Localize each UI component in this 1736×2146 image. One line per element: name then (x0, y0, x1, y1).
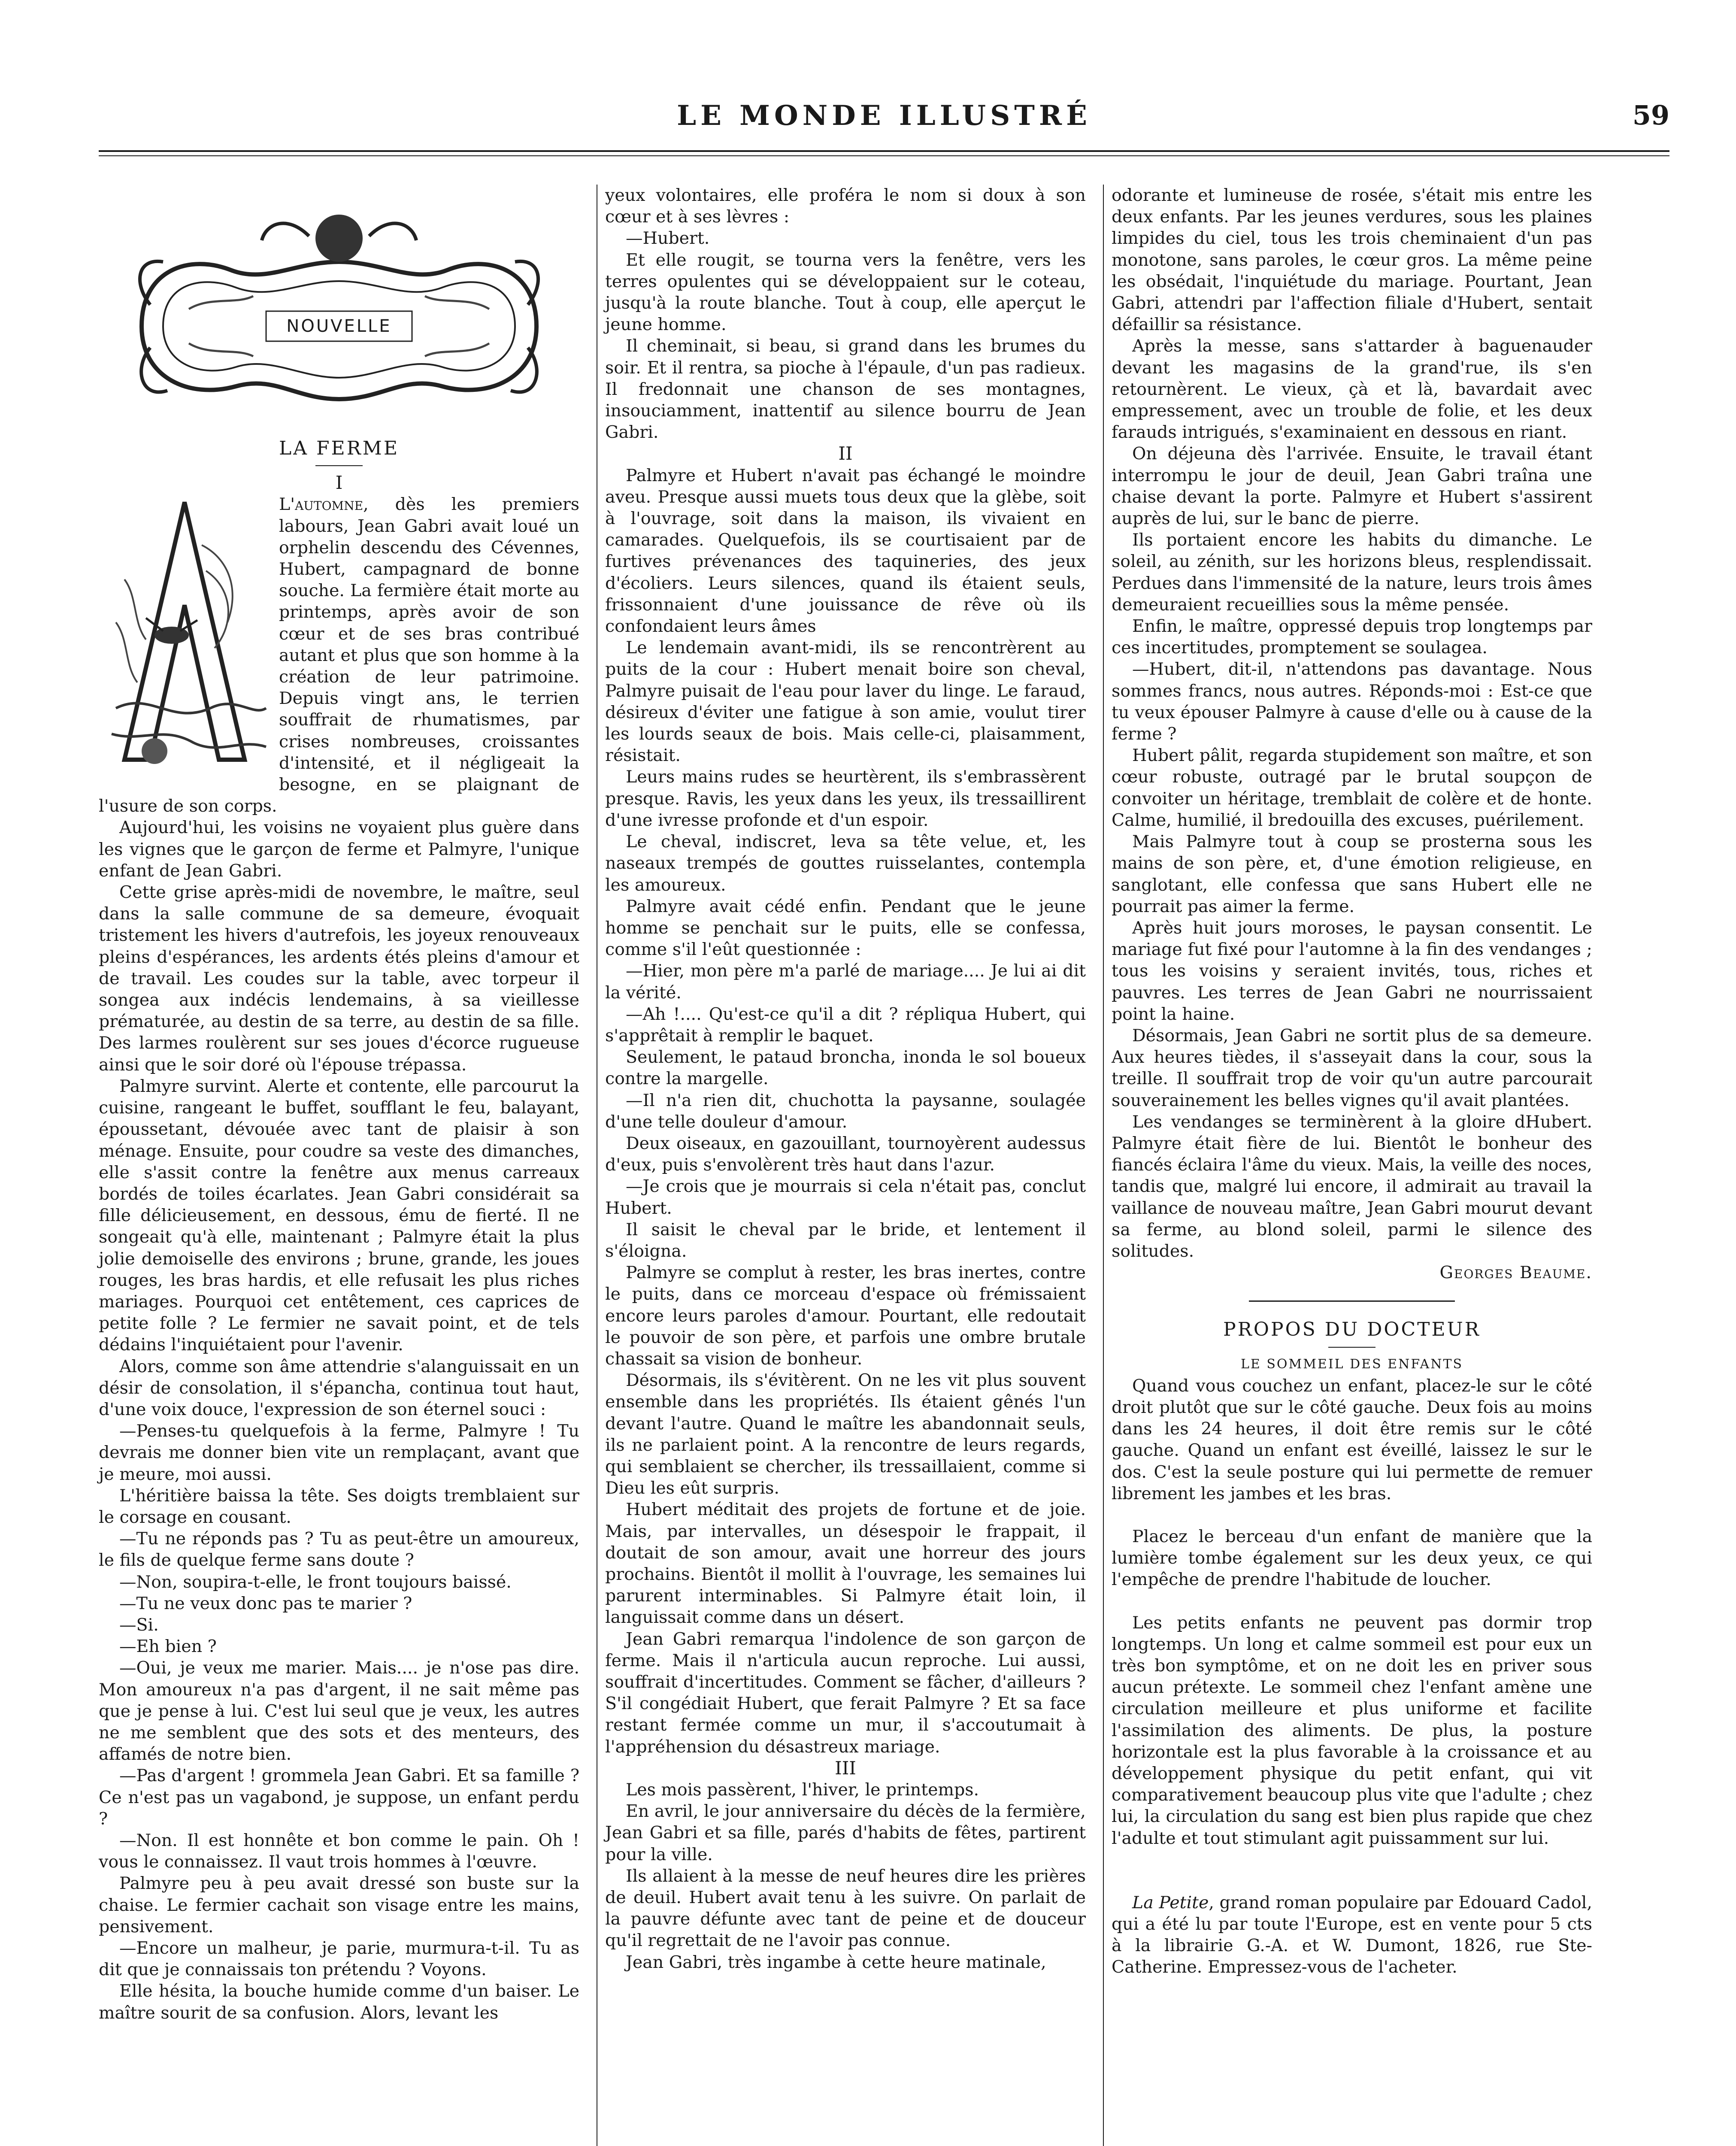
dialogue-line: —Non. Il est honnête et bon comme le pain. Oh ! vous le connaissez. Il vaut trois hommes à l'œuvre. (99, 1831, 579, 1872)
dialogue-line: —Il n'a rien dit, chuchotta la paysanne, soulagée d'une telle douleur d'amour. (605, 1090, 1086, 1132)
propos-title: PROPOS DU DOCTEUR (1223, 1319, 1481, 1341)
propos-paragraph: Placez le berceau d'un enfant de manière que la lumière tombe également sur les deux yeux, ce qui l'empêche de prendre l'habitude de loucher. (1112, 1526, 1592, 1590)
header-rule (99, 150, 1669, 152)
story-paragraph: Cette grise après-midi de novembre, le maître, seul dans la salle commune de sa demeure, évoquait tristement les hivers d'autrefois, les joyeux renouveaux pleins d'espérances, les ardents étés pleins d'amour et de travail. Les coudes sur la table, avec torpeur il songea aux indécis lendemains, à sa vieillesse prématurée, au destin de sa terre, au destin de sa fille. Des larmes roulèrent sur ses joues d'écorce rugueuse ainsi que le soir doré où l'épouse trépassa. (99, 882, 579, 1075)
story-paragraph: Alors, comme son âme attendrie s'alanguissait en un désir de consolation, il s'épancha, continua tout haut, d'une voix douce, l'expression de son éternel souci : (99, 1356, 579, 1419)
nouvelle-ornament (124, 197, 554, 421)
letter-a-vignette-icon (99, 494, 270, 777)
story-paragraph: Et elle rougit, se tourna vers la fenêtre, vers les terres opulentes qui se développaient sur le coteau, jusqu'à la route blanche. Tout à coup, elle aperçut le jeune homme. (605, 250, 1086, 335)
column-divider (1103, 185, 1104, 2146)
story-paragraph: Désormais, ils s'évitèrent. On ne les vit plus souvent ensemble dans les propriétés. Ils étaient gênés l'un devant l'autre. Quand le maître les abandonnait seuls, ils ne parlaient point. A la rencontre de leurs regards, qui semblaient se chercher, ils tressaillaient, comme si Dieu les eût surpris. (605, 1370, 1086, 1498)
dialogue-line: —Eh bien ? (119, 1637, 217, 1657)
story-paragraph: Après huit jours moroses, le paysan consentit. Le mariage fut fixé pour l'automne à la fin des vendanges ; tous les voisins y seraient invités, tous, riches et pauvres. Les terres de Jean Gabri ne nourrissaient point la haine. (1112, 918, 1592, 1024)
story-paragraph: En avril, le jour anniversaire du décès de la fermière, Jean Gabri et sa fille, parés d'habits de fêtes, partirent pour la ville. (605, 1801, 1086, 1864)
dialogue-line: —Non, soupira-t-elle, le front toujours baissé. (119, 1572, 512, 1592)
story-paragraph: Palmyre survint. Alerte et contente, elle parcourut la cuisine, rangeant le buffet, soufflant le feu, balayant, époussetant, dévouée avec tant de plaisir à son ménage. Ensuite, pour coudre sa veste des dimanches, elle s'assit contre la fenêtre aux menus carreaux bordés de toiles écarlates. Jean Gabri considérait sa fille délicieusement, en dessous, ému de fierté. Il ne songeait qu'à elle, maintenant ; Palmyre était la plus jolie demoiselle des environs ; brune, grande, les joues rouges, les bras hardis, et elle refusait les plus riches mariages. Pourquoi cet entêtement, ces caprices de petite folle ? Le fermier ne savait point, et de tels dédains l'inquiétaient pour l'avenir. (99, 1076, 579, 1355)
story-paragraph: Désormais, Jean Gabri ne sortit plus de sa demeure. Aux heures tièdes, il s'asseyait dans la cour, sous la treille. Il souffrait trop de voir qu'un autre parcourait souverainement les belles vignes qu'il avait plantées. (1112, 1025, 1592, 1110)
propos-paragraph: Quand vous couchez un enfant, placez-le sur le côté droit plutôt que sur le côté gauche. Deux fois au moins dans les 24 heures, il doit être remis sur le côté gauche. Quand un enfant est éveillé, laissez le sur le dos. C'est la seule posture qui lui permette de remuer librement les jambes et les bras. (1112, 1376, 1592, 1503)
ornamental-cartouche-icon (124, 197, 554, 421)
part-2-heading: II (838, 443, 853, 464)
advert-book-title: La Petite (1132, 1892, 1209, 1913)
masthead: LE MONDE ILLUSTRÉ (677, 100, 1091, 132)
dialogue-line: —Ah !.... Qu'est-ce qu'il a dit ? répliqua Hubert, qui s'apprêtait à remplir le baquet. (605, 1004, 1086, 1046)
story-paragraph: Palmyre avait cédé enfin. Pendant que le jeune homme se penchait sur le puits, elle se confessa, comme s'il l'eût questionnée : (605, 896, 1086, 960)
dialogue-line: —Hubert, dit-il, n'attendons pas davantage. Nous sommes francs, nous autres. Réponds-moi : Est-ce que tu veux épouser Palmyre à cause d'elle ou à cause de la ferme ? (1112, 659, 1592, 744)
dialogue-line: —Je crois que je mourrais si cela n'était pas, conclut Hubert. (605, 1176, 1086, 1218)
dropcap-lead: L'automne (279, 494, 364, 515)
dialogue-line: —Pas d'argent ! grommela Jean Gabri. Et sa famille ? Ce n'est pas un vagabond, je suppose, un enfant perdu ? (99, 1766, 579, 1829)
story-paragraph: Hubert pâlit, regarda stupidement son maître, et son cœur robuste, outragé par le brutal soupçon de convoiter un héritage, tremblait de colère et de honte. Calme, humilié, il bredouilla des excuses, puérilement. (1112, 746, 1592, 830)
author-signature: Georges Beaume. (1439, 1263, 1592, 1283)
story-paragraph: Deux oiseaux, en gazouillant, tournoyèrent audessus d'eux, puis s'envolèrent très haut dans l'azur. (605, 1133, 1086, 1175)
story-paragraph: Palmyre et Hubert n'avait pas échangé le moindre aveu. Presque aussi muets tous deux que la glèbe, soit à l'ouvrage, soit dans la maison, ils vivaient en camarades. Quelquefois, ils se courtisaient par de furtives prévenances des taquineries, des jeux d'écoliers. Leurs silences, quand ils étaient seuls, frissonnaient d'une jouissance de rêve où ils confondaient leurs âmes (605, 465, 1086, 637)
story-paragraph: Jean Gabri remarqua l'indolence de son garçon de ferme. Mais il n'articula aucun reproche. Lui aussi, souffrait d'incertitudes. Comment se fâcher, d'ailleurs ? S'il congédiait Hubert, que ferait Palmyre ? Et sa face restant fermée comme un mur, il s'accoutumait à l'appréhension du désastreux mariage. (605, 1629, 1086, 1757)
story-paragraph: yeux volontaires, elle proféra le nom si doux à son cœur et à ses lèvres : (605, 185, 1086, 227)
page-number: 59 (1632, 100, 1669, 131)
dialogue-line: —Tu ne réponds pas ? Tu as peut-être un amoureux, le fils de quelque ferme sans doute ? (99, 1529, 579, 1570)
story-paragraph: Il cheminait, si beau, si grand dans les brumes du soir. Et il rentra, sa pioche à l'épaule, d'un pas radieux. Il fredonnait une chanson de ses montagnes, insouciamment, inattentif au silence bourru de Jean Gabri. (605, 336, 1086, 443)
dialogue-line: —Hier, mon père m'a parlé de mariage.... Je lui ai dit la vérité. (605, 961, 1086, 1003)
story-paragraph: On déjeuna dès l'arrivée. Ensuite, le travail étant interrompu le jour de deuil, Jean Gabri traîna une chaise devant la porte. Palmyre et Hubert s'assirent auprès de lui, sur le banc de pierre. (1112, 444, 1592, 529)
part-1-heading: I (335, 472, 343, 494)
story-paragraph: Ils portaient encore les habits du dimanche. Le soleil, au zénith, sur les horizons bleus, resplendissait. Perdues dans l'immensité de la nature, leurs trois âmes demeuraient recueillies sous la même pensée. (1112, 530, 1592, 615)
section-rule (1249, 1300, 1455, 1302)
story-paragraph: Le cheval, indiscret, leva sa tête velue, et, les naseaux trempés de gouttes ruisselantes, contempla les amoureux. (605, 832, 1086, 895)
story-paragraph: odorante et lumineuse de rosée, s'était mis entre les deux enfants. Par les jeunes verdures, sous les plaines limpides du ciel, tous les trois cheminaient d'un pas monotone, sans paroles, le cœur gros. La même peine les obsédait, l'inquiétude du mariage. Pourtant, Jean Gabri, attendri par l'affection filiale d'Hubert, sentait défaillir sa résistance. (1112, 185, 1592, 335)
story-paragraph: Leurs mains rudes se heurtèrent, ils s'embrassèrent presque. Ravis, les yeux dans les yeux, ils tressaillirent d'une ivresse profonde et d'un espoir. (605, 767, 1086, 830)
story-paragraph: Il saisit le cheval par le bride, et lentement il s'éloigna. (605, 1219, 1086, 1261)
story-paragraph: Enfin, le maître, oppressé depuis trop longtemps par ces incertitudes, promptement se soulagea. (1112, 616, 1592, 658)
dialogue-line: —Tu ne veux donc pas te marier ? (119, 1593, 412, 1613)
story-paragraph: Elle hésita, la bouche humide comme d'un baiser. Le maître sourit de sa confusion. Alors, levant les (99, 1981, 579, 2023)
story-paragraph: Jean Gabri, très ingambe à cette heure matinale, (626, 1952, 1046, 1972)
initial-illustration (99, 494, 270, 777)
story-paragraph: Le lendemain avant-midi, ils se rencontrèrent au puits de la cour : Hubert menait boire son cheval, Palmyre puisait de l'eau pour laver du linge. Le faraud, désireux d'éviter une fatigue à son amie, voulut tirer les lourds seaux de bois. Mais celle-ci, plaisamment, résistait. (605, 638, 1086, 766)
propos-title-rule (1328, 1347, 1375, 1348)
story-paragraph: Palmyre peu à peu avait dressé son buste sur la chaise. Le fermier cachait son visage entre les mains, pensivement. (99, 1873, 579, 1937)
story-paragraph: Les vendanges se terminèrent à la gloire dHubert. Palmyre était fière de lui. Bientôt le bonheur des fiancés éclaira l'âme du vieux. Mais, la veille des noces, tandis que, malgré lui encore, il admirait au travail la vaillance de nouveau maître, Jean Gabri mourut devant sa ferme, au blond soleil, parmi le silence des solitudes. (1112, 1112, 1592, 1261)
title-rule (315, 465, 363, 466)
story-paragraph: L'héritière baissa la tête. Ses doigts tremblaient sur le corsage en cousant. (99, 1485, 579, 1527)
propos-paragraph: Les petits enfants ne peuvent pas dormir trop longtemps. Un long et calme sommeil est pour eux un très bon symptôme, et on ne doit les en priver sous aucun prétexte. Le sommeil chez l'enfant amène une circulation meilleure et plus uniforme et facilite l'assimilation des aliments. De plus, la posture horizontale est la plus favorable à la croissance et au développement physique du petit enfant, qui vit comparativement beaucoup plus vite que l'adulte ; chez lui, la circulation du sang est bien plus rapide que chez l'adulte et tout stimulant agit puissamment sur lui. (1112, 1613, 1592, 1848)
propos-subtitle: LE SOMMEIL DES ENFANTS (1240, 1356, 1463, 1372)
story-paragraph: Aujourd'hui, les voisins ne voyaient plus guère dans les vignes que le garçon de ferme et Palmyre, l'unique enfant de Jean Gabri. (99, 818, 579, 881)
page-header (99, 100, 1669, 140)
dialogue-line: —Hubert. (626, 228, 710, 249)
story-paragraph: Hubert méditait des projets de fortune et de joie. Mais, par intervalles, un désespoir le frappait, il doutait de son amour, avait une horreur des jours prochains. Bientôt il mollit à l'ouvrage, les semaines lui parurent interminables. Si Palmyre était loin, il languissait comme dans un désert. (605, 1500, 1086, 1628)
column-2 (605, 185, 1086, 1973)
story-paragraph: Seulement, le pataud broncha, inonda le sol boueux contre la margelle. (605, 1047, 1086, 1089)
story-paragraph: Palmyre se complut à rester, les bras inertes, contre le puits, dans ce morceau d'espace où frémissaient encore leurs paroles d'amour. Pourtant, elle redoutait le pouvoir de son père, et parfois une ombre brutale chassait sa vision de bonheur. (605, 1263, 1086, 1369)
story-paragraph: , dès les premiers labours, Jean Gabri avait loué un orphelin descendu des Cévennes, Hubert, campagnard de bonne souche. La fermière était morte au printemps, après avoir de son cœur et de ses bras contribué autant et plus que son homme à la création de leur patrimoine. Depuis vingt ans, le terrien souffrait de rhumatismes, par crises nombreuses, croissantes d'intensité, et il négligeait la besogne, en se plaignant de l'usure de son corps. (99, 494, 579, 816)
dialogue-line: —Oui, je veux me marier. Mais.... je n'ose pas dire. Mon amoureux n'a pas d'argent, il ne sait même pas que je pense à lui. C'est lui seul que je veux, les autres ne me semblent que des sots et des menteurs, des affamés de notre bien. (99, 1658, 579, 1764)
story-paragraph: Ils allaient à la messe de neuf heures dire les prières de deuil. Hubert avait tenu à les suivre. On parlait de la pauvre défunte avec tant de peine et de douceur qu'il regrettait de ne l'avoir pas connue. (605, 1866, 1086, 1951)
story-paragraph: Les mois passèrent, l'hiver, le printemps. (626, 1780, 979, 1800)
dialogue-line: —Encore un malheur, je parie, murmura-t-il. Tu as dit que je connaissais ton prétendu ? Voyons. (99, 1938, 579, 1980)
story-paragraph: Mais Palmyre tout à coup se prosterna sous les mains de son père, et, d'une émotion religieuse, en sanglotant, elle confessa que sans Hubert elle ne pourrait pas aimer la ferme. (1112, 832, 1592, 916)
column-3 (1112, 185, 1592, 1978)
advert-paragraph (1112, 1892, 1592, 1978)
dialogue-line: —Si. (119, 1615, 159, 1635)
header-rule-thin (99, 155, 1669, 156)
column-1 (99, 185, 579, 2024)
part-3-heading: III (835, 1757, 856, 1779)
story-paragraph: Après la messe, sans s'attarder à baguenauder devant les magasins de la grand'rue, ils s'en retournèrent. Le vieux, çà et là, bavardait avec empressement, avec un trouble de folie, et les deux farauds intrigués, s'examinaient en dessous en riant. (1112, 336, 1592, 443)
advert-text: , grand roman populaire par Edouard Cadol, qui a été lu par toute l'Europe, est en vente pour 5 cts à la librairie G.-A. et W. Dumont, 1826, rue Ste-Catherine. Empressez-vous de l'acheter. (1112, 1892, 1592, 1977)
ornament-label: NOUVELLE (286, 316, 392, 336)
dialogue-line: —Penses-tu quelquefois à la ferme, Palmyre ! Tu devrais me donner bien vite un remplaçant, avant que je meure, moi aussi. (99, 1421, 579, 1484)
story-title: LA FERME (279, 437, 399, 459)
